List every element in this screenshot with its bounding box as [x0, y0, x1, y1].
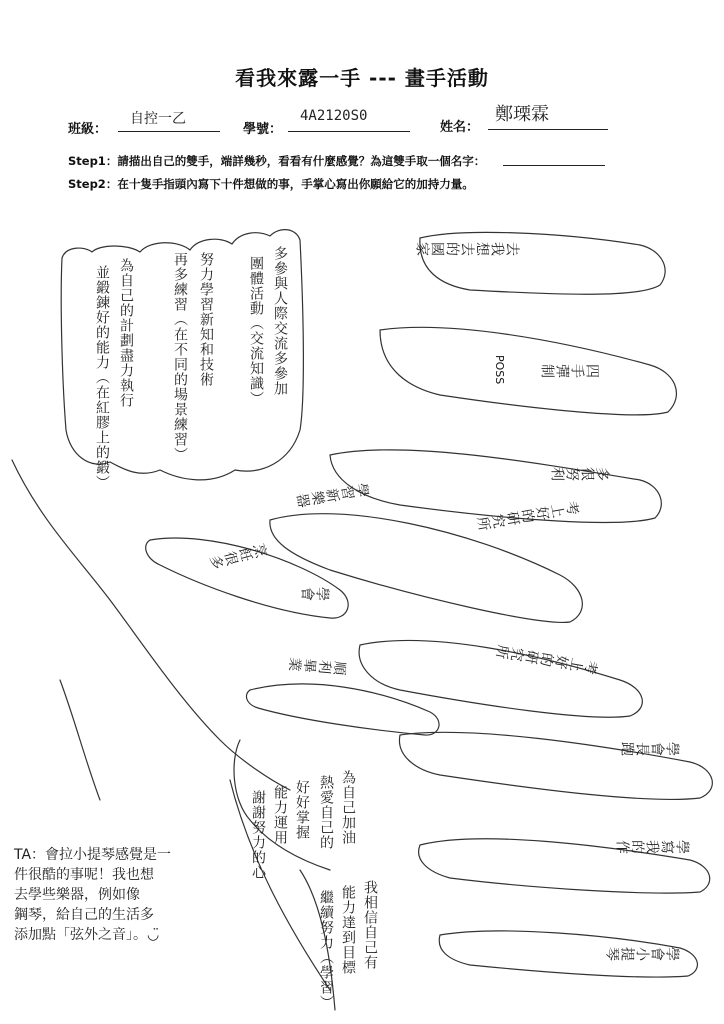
- left-hand-col1: 為自己的計劃盡力執行: [118, 258, 134, 408]
- finger-text-10: 學會小提琴: [605, 945, 680, 961]
- ta-line-3: 去學些樂器，例如像: [14, 887, 140, 903]
- palm-text-2: 熱愛自己的: [318, 775, 334, 850]
- finger-text-2b: POSS: [493, 355, 506, 385]
- finger-text-9: 學寫我的作: [615, 838, 690, 854]
- palm-text-8: 繼續努力（學習）: [318, 890, 334, 1010]
- left-hand-col2: 並鍛鍊好的能力（在紅膠上的鍛）: [94, 265, 110, 490]
- palm-text-4: 能力運用: [272, 785, 288, 845]
- left-hand-col5: 多參與人際交流多參加: [272, 246, 288, 396]
- finger-text-8: 學會長跑: [620, 740, 680, 756]
- name-value[interactable]: 鄭瑮霖: [495, 104, 549, 125]
- finger-text-3a: 多很努利: [550, 465, 610, 481]
- palm-text-3: 好好掌握: [294, 780, 310, 840]
- finger-text-6: 順利畢業: [286, 654, 348, 676]
- finger-text-2a: 四手彈制: [540, 362, 600, 378]
- worksheet-title: 看我來露一手 --- 畫手活動: [235, 66, 489, 90]
- ta-comment: [14, 845, 204, 945]
- palm-text-5: 謝謝努力的心: [250, 790, 266, 880]
- finger-text-4a: 考上好的研究所: [474, 498, 581, 532]
- palm-text-6: 我相信自己有: [362, 880, 378, 970]
- palm-text-1: 為自己加油: [340, 770, 356, 845]
- ta-line-2: 件很酷的事呢！我也想: [14, 867, 154, 883]
- finger-text-4b: 學習新樂器: [294, 480, 371, 509]
- left-hand-col6: 團體活動（交流知識）: [248, 256, 264, 406]
- step2-instruction: Step2：在十隻手指頭內寫下十件想做的事，手掌心寫出你願給它的加持力量。: [68, 177, 474, 191]
- finger-text-1: 去我想去的國家: [415, 240, 520, 256]
- class-value[interactable]: 自控一乙: [130, 111, 186, 127]
- palm-text-7: 能力達到目標: [340, 885, 356, 975]
- finger-text-7: 考上好的研究所: [493, 641, 600, 676]
- finger-text-5a: 學會: [300, 585, 330, 601]
- student-id-value[interactable]: 4A2120S0: [300, 108, 368, 124]
- ta-line-1: TA：會拉小提琴感覺是一: [14, 847, 172, 863]
- left-hand-col3: 努力學習新知和技術: [198, 252, 214, 387]
- class-label: 班級：: [68, 122, 108, 137]
- step1-instruction: Step1：請描出自己的雙手，端詳幾秒，看看有什麼感覺？為這雙手取一個名字：: [68, 154, 486, 168]
- left-hand-col4: 再多練習（在不同的場景練習）: [172, 252, 188, 462]
- ta-line-4: 鋼琴，給自己的生活多: [14, 907, 154, 923]
- student-id-label: 學號：: [243, 122, 283, 137]
- ta-line-5: 添加點「弦外之音」。◡̈: [14, 927, 160, 943]
- finger-text-5b: 烹飪很多: [207, 540, 270, 571]
- name-label: 姓名：: [440, 120, 480, 135]
